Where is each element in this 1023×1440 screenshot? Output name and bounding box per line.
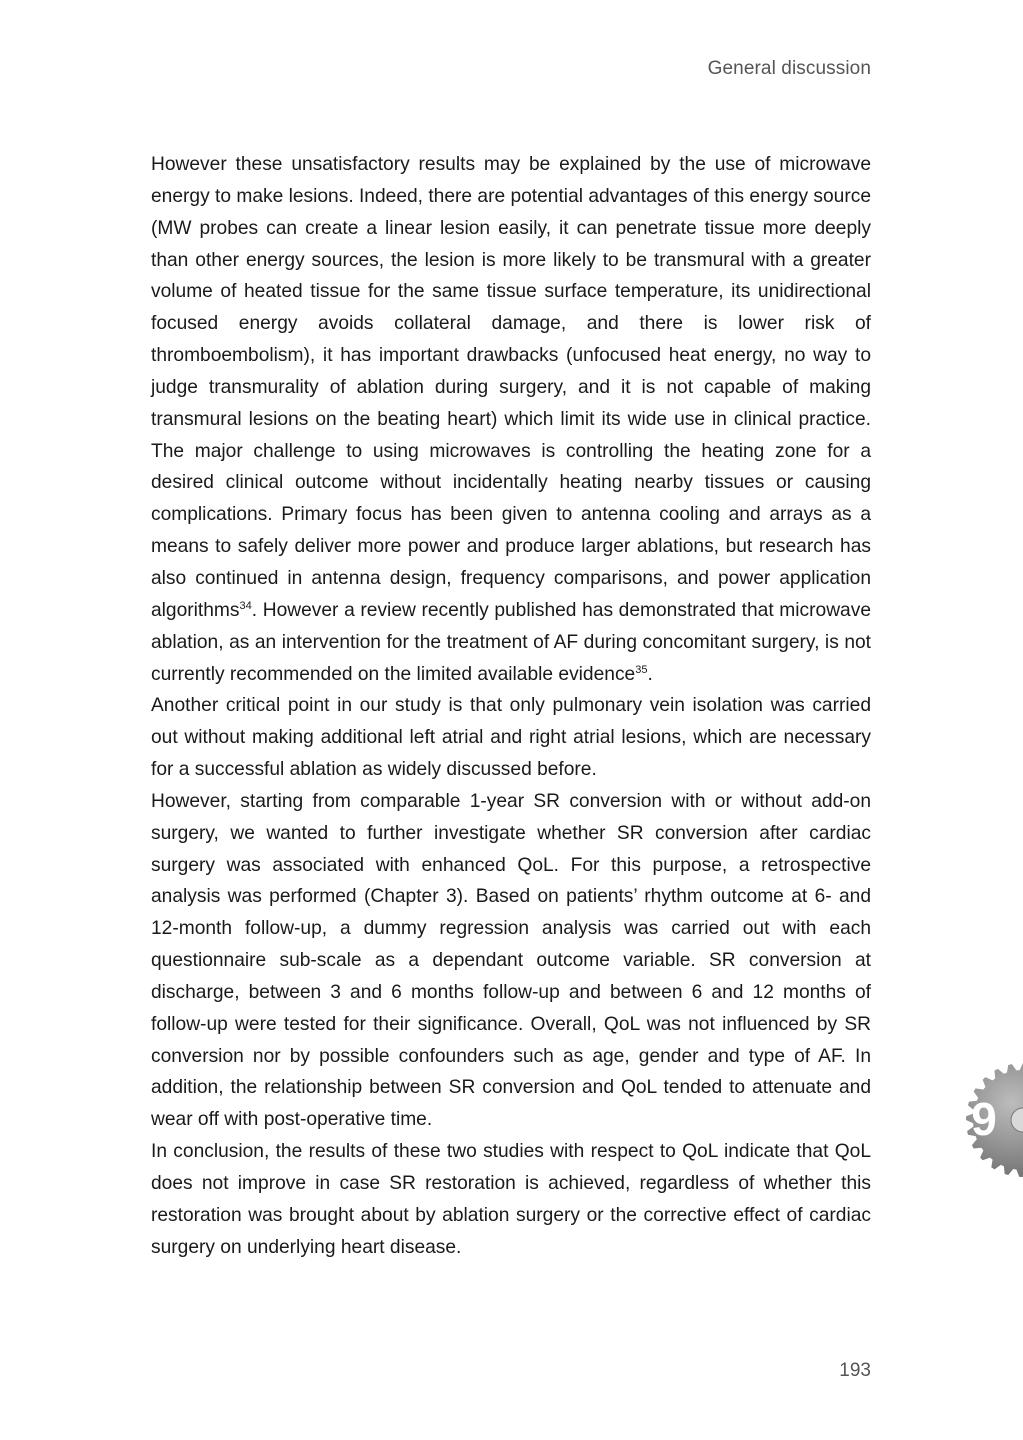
text-segment: However these unsatisfactory results may be explained by the use of microwave energy to make lesions. Indeed, there are potential advantages of this energy source (MW probes can create a linear lesion easily, it can penetrate tissue more deeply than other energy sources, the lesion is more likely to be transmural with a greater volume of heated tissue for the same tissue surface temperature, its unidirectional focused energy avoids collateral damage, and there is lower risk of thromboembolism), it has important drawbacks (unfocused heat energy, no way to judge transmurality of ablation during surgery, and it is not capable of making transmural lesions on the beating heart) which limit its wide use in clinical practice. The major challenge to using microwaves is controlling the heating zone for a desired clinical outcome without incidentally heating nearby tissues or causing complications. Primary focus has been given to antenna cooling and arrays as a means to safely deliver more power and produce larger ablations, but research has also continued in antenna design, frequency comparisons, and power application algorithms	[151, 154, 871, 621]
text-segment: . However a review recently published has demonstrated that microwave ablation, as an intervention for the treatment of AF during concomitant surgery, is not currently recommended on the limited available evidence	[151, 599, 871, 685]
paragraph-1	[151, 149, 871, 690]
text-segment: However, starting from comparable 1-year SR conversion with or without add-on surgery, we wanted to further investigate whether SR conversion after cardiac surgery was associated with enhanced QoL. For this purpose, a retrospective analysis was performed (Chapter 3). Based on patients’ rhythm outcome at 6- and 12-month follow-up, a dummy regression analysis was carried out with each questionnaire sub-scale as a dependant outcome variable. SR conversion at discharge, between 3 and 6 months follow-up and between 6 and 12 months of follow-up were tested for their significance. Overall, QoL was not influenced by SR conversion nor by possible confounders such as age, gender and type of AF. In addition, the relationship between SR conversion and QoL tended to attenuate and wear off with post-operative time.	[151, 790, 871, 1131]
paragraph-3	[151, 786, 871, 1136]
paragraph-4	[151, 1136, 871, 1263]
citation-34: 34	[239, 599, 252, 612]
text-segment: In conclusion, the results of these two studies with respect to QoL indicate that QoL does not improve in case SR restoration is achieved, regardless of whether this restoration was brought about by ablation surgery or the corrective effect of cardiac surgery on underlying heart disease.	[151, 1141, 871, 1258]
citation-35: 35	[635, 663, 648, 676]
page-number: 193	[839, 1360, 871, 1381]
text-segment: Another critical point in our study is that only pulmonary vein isolation was carried out without making additional left atrial and right atrial lesions, which are necessary for a successful ablation as widely discussed before.	[151, 695, 871, 781]
paragraph-2	[151, 690, 871, 786]
text-segment: .	[647, 663, 653, 685]
chapter-number: 9	[971, 1093, 997, 1145]
running-header: General discussion	[707, 58, 871, 79]
chapter-tab	[963, 1062, 1023, 1178]
body-text	[151, 149, 871, 1264]
